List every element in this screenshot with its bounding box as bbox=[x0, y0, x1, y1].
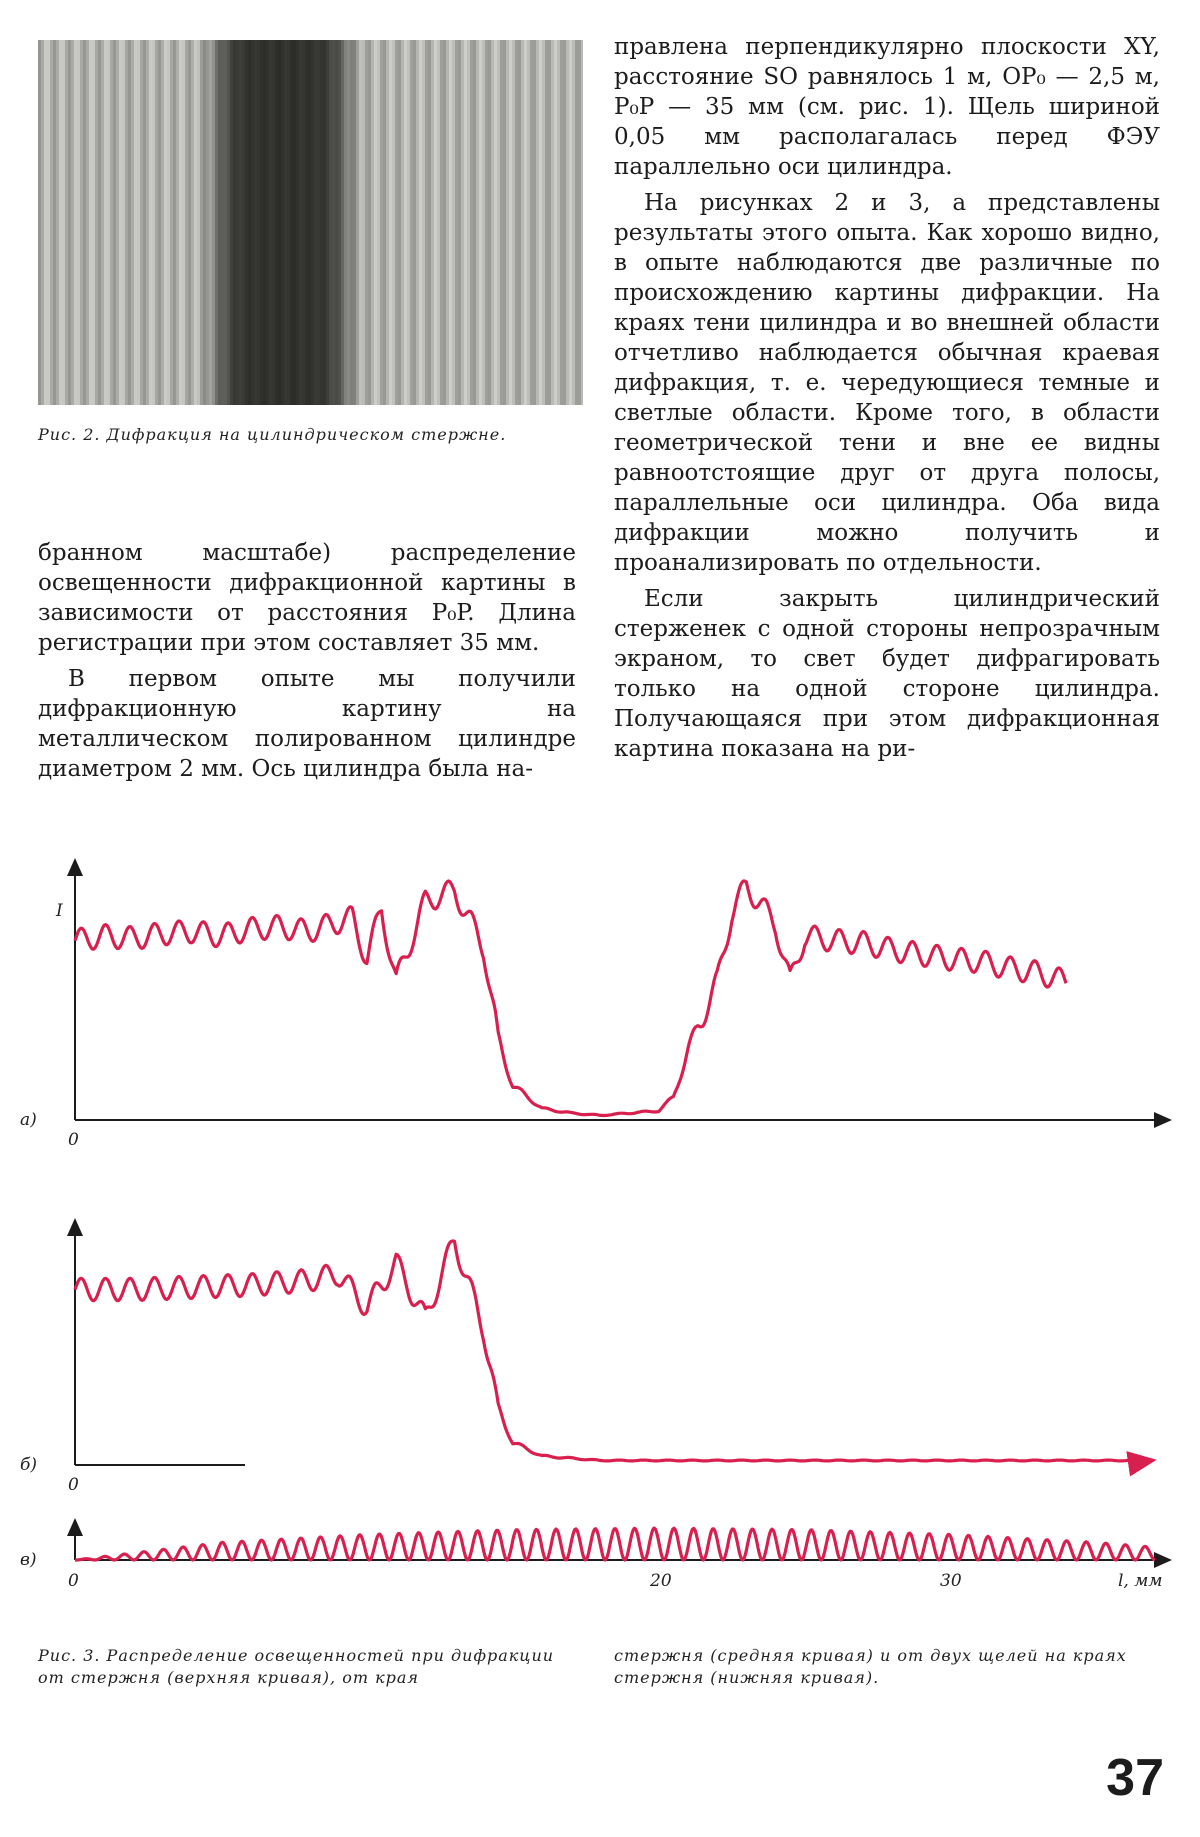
fringe-band bbox=[290, 40, 293, 405]
fringe-band bbox=[218, 40, 221, 405]
fringe-band bbox=[497, 40, 500, 405]
fringe-band bbox=[386, 40, 389, 405]
right-column bbox=[614, 32, 1160, 764]
fringe-band bbox=[341, 40, 344, 405]
fringe-band bbox=[44, 40, 47, 405]
fringe-band bbox=[185, 40, 188, 405]
fringe-band bbox=[491, 40, 494, 405]
fringe-band bbox=[509, 40, 512, 405]
fringe-band bbox=[383, 40, 386, 405]
fringe-band bbox=[554, 40, 557, 405]
fringe-band bbox=[113, 40, 116, 405]
fringe-band bbox=[179, 40, 182, 405]
fringe-band bbox=[74, 40, 77, 405]
fringe-band bbox=[515, 40, 518, 405]
fringe-band bbox=[374, 40, 377, 405]
fringe-band bbox=[443, 40, 446, 405]
fringe-band bbox=[188, 40, 191, 405]
fringe-band bbox=[371, 40, 374, 405]
right-paragraph-3: Если закрыть цилиндрический стерженек с одной стороны непрозрачным экраном, то свет будет дифрагировать только на одной стороне цилиндра. Получающаяся при этом дифракционная картина показана на ри- bbox=[614, 586, 1160, 762]
fringe-band bbox=[485, 40, 488, 405]
fringe-band bbox=[272, 40, 275, 405]
fringe-band bbox=[494, 40, 497, 405]
fringe-band bbox=[200, 40, 203, 405]
panel-c-label: в) bbox=[20, 1550, 37, 1570]
fringe-band bbox=[506, 40, 509, 405]
fringe-band bbox=[431, 40, 434, 405]
fringe-band bbox=[182, 40, 185, 405]
fringe-band bbox=[413, 40, 416, 405]
fringe-band bbox=[269, 40, 272, 405]
panel-b-label: б) bbox=[20, 1455, 38, 1475]
fringe-band bbox=[344, 40, 347, 405]
fringe-band bbox=[215, 40, 218, 405]
fringe-band bbox=[119, 40, 122, 405]
fringe-band bbox=[206, 40, 209, 405]
panel-a-curve bbox=[75, 881, 1066, 1116]
fringe-band bbox=[239, 40, 242, 405]
fringe-band bbox=[161, 40, 164, 405]
fringe-band bbox=[326, 40, 329, 405]
fringe-band bbox=[254, 40, 257, 405]
fringe-band bbox=[338, 40, 341, 405]
fringe-band bbox=[449, 40, 452, 405]
fringe-band bbox=[68, 40, 71, 405]
fringe-band bbox=[455, 40, 458, 405]
panel-b-curve bbox=[75, 1241, 1154, 1461]
fringe-band bbox=[227, 40, 230, 405]
fringe-band bbox=[230, 40, 233, 405]
fringe-band bbox=[242, 40, 245, 405]
panel-a-ylabel: I bbox=[56, 901, 63, 921]
fringe-band bbox=[353, 40, 356, 405]
fringe-band bbox=[329, 40, 332, 405]
fringe-band bbox=[437, 40, 440, 405]
fringe-band bbox=[143, 40, 146, 405]
fringe-band bbox=[527, 40, 530, 405]
fringe-band bbox=[266, 40, 269, 405]
fringe-band bbox=[434, 40, 437, 405]
fringe-band bbox=[50, 40, 53, 405]
fringe-band bbox=[41, 40, 44, 405]
fringe-band bbox=[275, 40, 278, 405]
x-tick-20: 20 bbox=[650, 1571, 672, 1591]
fringe-band bbox=[293, 40, 296, 405]
fringe-band bbox=[89, 40, 92, 405]
fringe-band bbox=[335, 40, 338, 405]
fringe-band bbox=[452, 40, 455, 405]
fringe-band bbox=[158, 40, 161, 405]
fringe-band bbox=[410, 40, 413, 405]
fringe-band bbox=[560, 40, 563, 405]
fringe-band bbox=[296, 40, 299, 405]
fringe-band bbox=[278, 40, 281, 405]
fringe-band bbox=[104, 40, 107, 405]
fringe-band bbox=[473, 40, 476, 405]
fringe-band bbox=[314, 40, 317, 405]
fringe-band bbox=[59, 40, 62, 405]
fringe-band bbox=[224, 40, 227, 405]
fringe-band bbox=[221, 40, 224, 405]
fringe-band bbox=[92, 40, 95, 405]
fringe-band bbox=[323, 40, 326, 405]
fringe-band bbox=[83, 40, 86, 405]
fringe-band bbox=[488, 40, 491, 405]
fringe-band bbox=[503, 40, 506, 405]
fringe-band bbox=[407, 40, 410, 405]
fringe-band bbox=[512, 40, 515, 405]
fringe-band bbox=[362, 40, 365, 405]
fringe-band bbox=[578, 40, 581, 405]
fringe-band bbox=[56, 40, 59, 405]
fringe-band bbox=[530, 40, 533, 405]
fringe-band bbox=[257, 40, 260, 405]
fringe-band bbox=[248, 40, 251, 405]
fringe-band bbox=[302, 40, 305, 405]
fringe-band bbox=[65, 40, 68, 405]
figure2-caption: Рис. 2. Дифракция на цилиндрическом стержне. bbox=[38, 425, 507, 444]
figure3-caption-left: Рис. 3. Распределение освещенностей при дифракции от стержня (верхняя кривая), от края bbox=[38, 1646, 555, 1687]
left-paragraph-1: бранном масштабе) распределение освещенности дифракционной картины в зависимости от расстояния P₀P. Длина регистрации при этом составляет 35 мм. bbox=[38, 540, 576, 656]
fringe-band bbox=[395, 40, 398, 405]
fringe-band bbox=[356, 40, 359, 405]
fringe-band bbox=[518, 40, 521, 405]
fringe-band bbox=[152, 40, 155, 405]
fringe-band bbox=[422, 40, 425, 405]
fringe-band bbox=[95, 40, 98, 405]
fringe-band bbox=[398, 40, 401, 405]
fringe-band bbox=[197, 40, 200, 405]
fringe-band bbox=[425, 40, 428, 405]
panel-a-origin: 0 bbox=[68, 1130, 79, 1150]
fringe-band bbox=[236, 40, 239, 405]
fringe-band bbox=[137, 40, 140, 405]
fringe-band bbox=[317, 40, 320, 405]
figure3-chart bbox=[20, 820, 1180, 1610]
fringe-band bbox=[176, 40, 179, 405]
fringe-band bbox=[194, 40, 197, 405]
fringe-band bbox=[461, 40, 464, 405]
right-paragraph-2: На рисунках 2 и 3, а представлены результаты этого опыта. Как хорошо видно, в опыте наблюдаются две различные по происхождению картины дифракции. На краях тени цилиндра и во внешней области отчетливо наблюдается обычная краевая дифракция, т. е. чередующиеся темные и светлые области. Кроме того, в области геометрической тени и вне ее видны равноотстоящие друг от друга полосы, параллельные оси цилиндра. Оба вида дифракции можно получить и проанализировать по отдельности. bbox=[614, 190, 1160, 576]
fringe-band bbox=[479, 40, 482, 405]
fringe-band bbox=[110, 40, 113, 405]
fringe-band bbox=[305, 40, 308, 405]
fringe-band bbox=[122, 40, 125, 405]
fringe-band bbox=[62, 40, 65, 405]
fringe-band bbox=[404, 40, 407, 405]
fringe-band bbox=[287, 40, 290, 405]
fringe-band bbox=[191, 40, 194, 405]
fringe-band bbox=[86, 40, 89, 405]
x-tick-30: 30 bbox=[940, 1571, 962, 1591]
fringe-band bbox=[476, 40, 479, 405]
page-number: 37 bbox=[1106, 1749, 1164, 1807]
fringe-band bbox=[71, 40, 74, 405]
fringe-band bbox=[350, 40, 353, 405]
panel-b-origin: 0 bbox=[68, 1475, 79, 1495]
fringe-band bbox=[524, 40, 527, 405]
fringe-band bbox=[446, 40, 449, 405]
figure3-caption-right: стержня (средняя кривая) и от двух щелей на краях стержня (нижняя кривая). bbox=[614, 1646, 1127, 1687]
fringe-pattern bbox=[38, 40, 583, 405]
fringe-band bbox=[245, 40, 248, 405]
fringe-band bbox=[533, 40, 536, 405]
fringe-band bbox=[125, 40, 128, 405]
fringe-band bbox=[173, 40, 176, 405]
fringe-band bbox=[140, 40, 143, 405]
fringe-band bbox=[539, 40, 542, 405]
fringe-band bbox=[212, 40, 215, 405]
fringe-band bbox=[347, 40, 350, 405]
fringe-band bbox=[281, 40, 284, 405]
fringe-band bbox=[170, 40, 173, 405]
fringe-band bbox=[572, 40, 575, 405]
fringe-band bbox=[557, 40, 560, 405]
fringe-band bbox=[389, 40, 392, 405]
fringe-band bbox=[548, 40, 551, 405]
fringe-band bbox=[470, 40, 473, 405]
fringe-band bbox=[401, 40, 404, 405]
fringe-band bbox=[392, 40, 395, 405]
fringe-band bbox=[581, 40, 583, 405]
fringe-band bbox=[164, 40, 167, 405]
fringe-band bbox=[308, 40, 311, 405]
left-paragraph-2: В первом опыте мы получили дифракционную картину на металлическом полированном цилиндре диаметром 2 мм. Ось цилиндра была на- bbox=[38, 666, 576, 782]
fringe-band bbox=[167, 40, 170, 405]
fringe-band bbox=[101, 40, 104, 405]
fringe-band bbox=[209, 40, 212, 405]
fringe-band bbox=[80, 40, 83, 405]
fringe-band bbox=[551, 40, 554, 405]
fringe-band bbox=[128, 40, 131, 405]
fringe-band bbox=[467, 40, 470, 405]
fringe-band bbox=[149, 40, 152, 405]
fringe-band bbox=[458, 40, 461, 405]
fringe-band bbox=[566, 40, 569, 405]
fringe-band bbox=[563, 40, 566, 405]
fringe-band bbox=[38, 40, 41, 405]
x-tick-0: 0 bbox=[68, 1571, 79, 1591]
fringe-band bbox=[428, 40, 431, 405]
fringe-band bbox=[134, 40, 137, 405]
fringe-band bbox=[365, 40, 368, 405]
fringe-band bbox=[416, 40, 419, 405]
fringe-band bbox=[569, 40, 572, 405]
fringe-band bbox=[368, 40, 371, 405]
right-paragraph-1: правлена перпендикулярно плоскости XY, расстояние SO равнялось 1 м, OP₀ — 2,5 м, P₀P — 35 мм (см. рис. 1). Щель шириной 0,05 мм располагалась перед ФЭУ параллельно оси цилиндра. bbox=[614, 34, 1160, 180]
fringe-band bbox=[299, 40, 302, 405]
fringe-band bbox=[320, 40, 323, 405]
left-column bbox=[38, 538, 576, 784]
fringe-band bbox=[233, 40, 236, 405]
fringe-band bbox=[77, 40, 80, 405]
fringe-band bbox=[116, 40, 119, 405]
fringe-band bbox=[155, 40, 158, 405]
fringe-band bbox=[47, 40, 50, 405]
fringe-band bbox=[464, 40, 467, 405]
panel-c-curve bbox=[75, 1528, 1155, 1560]
fringe-band bbox=[53, 40, 56, 405]
fringe-band bbox=[545, 40, 548, 405]
fringe-band bbox=[107, 40, 110, 405]
fringe-band bbox=[419, 40, 422, 405]
fringe-band bbox=[440, 40, 443, 405]
diffraction-photo bbox=[38, 40, 583, 405]
fringe-band bbox=[98, 40, 101, 405]
panel-a-label: а) bbox=[20, 1110, 37, 1130]
fringe-band bbox=[251, 40, 254, 405]
fringe-band bbox=[521, 40, 524, 405]
fringe-band bbox=[131, 40, 134, 405]
fringe-band bbox=[332, 40, 335, 405]
fringe-band bbox=[536, 40, 539, 405]
fringe-band bbox=[146, 40, 149, 405]
fringe-band bbox=[260, 40, 263, 405]
fringe-band bbox=[575, 40, 578, 405]
fringe-band bbox=[311, 40, 314, 405]
fringe-band bbox=[542, 40, 545, 405]
fringe-band bbox=[359, 40, 362, 405]
fringe-band bbox=[203, 40, 206, 405]
fringe-band bbox=[380, 40, 383, 405]
fringe-band bbox=[284, 40, 287, 405]
x-axis-label: l, мм bbox=[1118, 1571, 1163, 1591]
fringe-band bbox=[377, 40, 380, 405]
fringe-band bbox=[500, 40, 503, 405]
fringe-band bbox=[482, 40, 485, 405]
fringe-band bbox=[263, 40, 266, 405]
